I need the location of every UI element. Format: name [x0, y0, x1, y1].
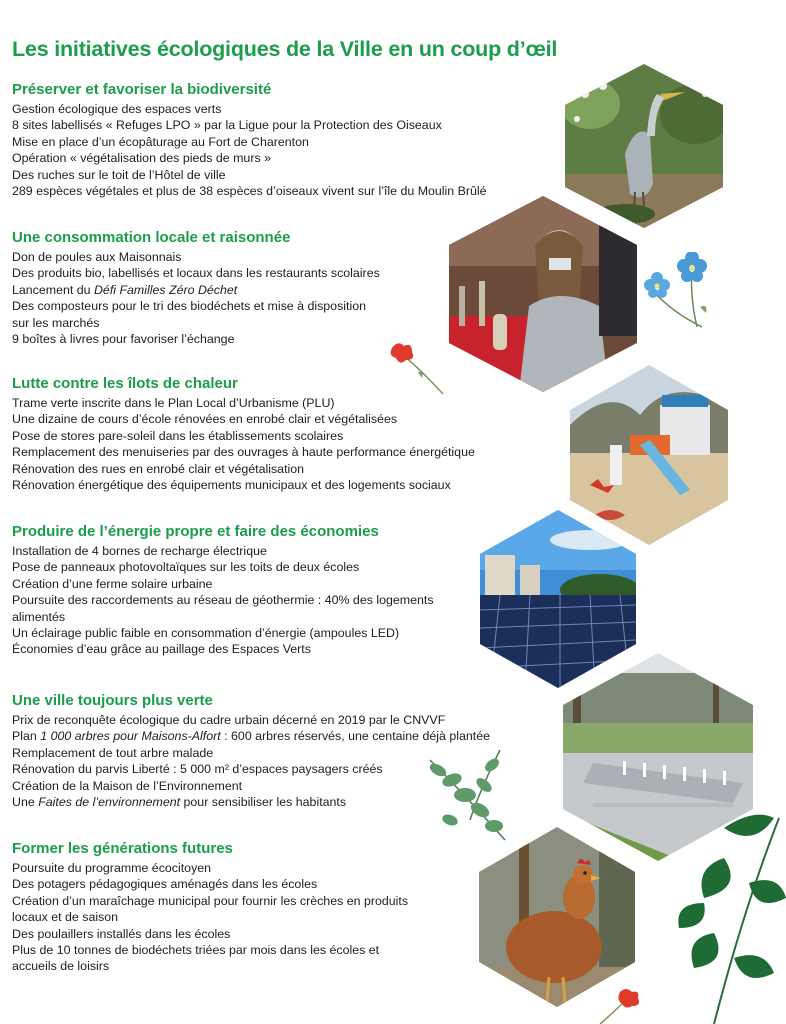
list-item: Poursuite du programme écocitoyen	[12, 861, 212, 875]
section-list	[12, 712, 490, 810]
section-future-generations	[12, 840, 408, 975]
section-heading: Former les générations futures	[12, 840, 233, 857]
chicken-photo	[479, 827, 635, 1007]
list-item: Des ruches sur le toit de l’Hôtel de ville	[12, 167, 226, 182]
list-item: accueils de loisirs	[12, 959, 110, 974]
section-list	[12, 543, 434, 658]
green-leaves-illustration	[664, 808, 786, 1024]
section-heading: Préserver et favoriser la biodiversité	[12, 81, 272, 98]
section-list	[12, 395, 475, 493]
list-item: 9 boîtes à livres pour favoriser l’échange	[12, 332, 235, 347]
list-item: Mise en place d’un écopâturage au Fort de Charenton	[12, 134, 309, 149]
list-item: Des produits bio, labellisés et locaux dans les restaurants scolaires	[12, 266, 380, 281]
list-item: Un éclairage public faible en consommation d’énergie (ampoules LED)	[12, 626, 400, 641]
list-item-text: Une	[12, 795, 39, 810]
list-item	[12, 794, 490, 810]
list-item: Création d’un maraîchage municipal pour fournir les crèches en produits	[12, 893, 409, 908]
section-biodiversity	[12, 81, 487, 199]
list-item-text: : 600 arbres réservés, une centaine déjà plantée	[220, 729, 491, 744]
list-item: Plus de 10 tonnes de biodéchets triées par mois dans les écoles et	[12, 943, 380, 958]
list-item-emphasis: Défi Familles Zéro Déchet	[93, 282, 238, 297]
section-list	[12, 101, 487, 199]
section-list	[12, 249, 380, 347]
list-item: 289 espèces végétales et plus de 38 espèces d’oiseaux vivent sur l’île du Moulin Brûlé	[12, 184, 487, 199]
red-carnation-illustration	[388, 342, 448, 397]
list-item: Remplacement de tout arbre malade	[12, 745, 214, 760]
list-item: Rénovation du parvis Liberté : 5 000 m² d’espaces paysagers créés	[12, 762, 383, 777]
list-item: alimentés	[12, 609, 66, 624]
section-heading: Produire de l’énergie propre et faire des économies	[12, 523, 379, 540]
section-local-consumption	[12, 229, 380, 347]
list-item-emphasis: Faites de l’environnement	[38, 795, 181, 810]
section-heading: Une ville toujours plus verte	[12, 692, 213, 709]
list-item: Don de poules aux Maisonnais	[12, 250, 182, 264]
list-item-text: pour sensibiliser les habitants	[180, 795, 347, 810]
list-item: 8 sites labellisés « Refuges LPO » par la Ligue pour la Protection des Oiseaux	[12, 118, 442, 133]
section-greener-city	[12, 692, 490, 810]
list-item: Création de la Maison de l’Environnement	[12, 778, 243, 793]
list-item: Une dizaine de cours d’école rénovées en enrobé clair et végétalisées	[12, 412, 398, 427]
list-item: Pose de stores pare-soleil dans les établissements scolaires	[12, 428, 344, 443]
page-title: Les initiatives écologiques de la Ville en un coup d’œil	[12, 37, 558, 61]
list-item: Rénovation énergétique des équipements municipaux et des logements sociaux	[12, 478, 451, 493]
list-item: sur les marchés	[12, 315, 100, 330]
list-item: Pose de panneaux photovoltaïques sur les toits de deux écoles	[12, 560, 360, 575]
list-item: Création d’une ferme solaire urbaine	[12, 576, 213, 591]
red-carnation-bottom-illustration	[598, 988, 642, 1024]
list-item: Gestion écologique des espaces verts	[12, 102, 222, 116]
list-item: Installation de 4 bornes de recharge électrique	[12, 544, 267, 558]
list-item-emphasis: 1 000 arbres pour Maisons-Alfort	[40, 729, 221, 744]
section-heading: Lutte contre les îlots de chaleur	[12, 375, 238, 392]
section-clean-energy	[12, 523, 434, 658]
list-item: Des composteurs pour le tri des biodéchets et mise à disposition	[12, 299, 366, 314]
section-list	[12, 860, 408, 975]
children-activity-photo	[449, 196, 637, 392]
list-item	[12, 282, 380, 298]
list-item: Rénovation des rues en enrobé clair et végétalisation	[12, 461, 305, 476]
list-item: Économies d’eau grâce au paillage des Espaces Verts	[12, 642, 311, 657]
list-item-text: Plan	[12, 729, 41, 744]
list-item: Remplacement des menuiseries par des ouvrages à haute performance énergétique	[12, 445, 475, 460]
list-item	[12, 728, 490, 744]
list-item-text: Lancement du	[12, 282, 94, 297]
eucalyptus-branch-illustration	[420, 740, 515, 850]
list-item: Des potagers pédagogiques aménagés dans les écoles	[12, 877, 318, 892]
list-item: Des poulaillers installés dans les écoles	[12, 926, 231, 941]
section-heading: Une consommation locale et raisonnée	[12, 229, 291, 246]
list-item: Poursuite des raccordements au réseau de géothermie : 40% des logements	[12, 593, 434, 608]
list-item: Opération « végétalisation des pieds de murs »	[12, 151, 271, 166]
blue-flowers-illustration	[642, 252, 712, 332]
list-item: locaux et de saison	[12, 910, 119, 925]
list-item: Trame verte inscrite dans le Plan Local d’Urbanisme (PLU)	[12, 396, 335, 410]
list-item: Prix de reconquête écologique du cadre urbain décerné en 2019 par le CNVVF	[12, 713, 446, 727]
